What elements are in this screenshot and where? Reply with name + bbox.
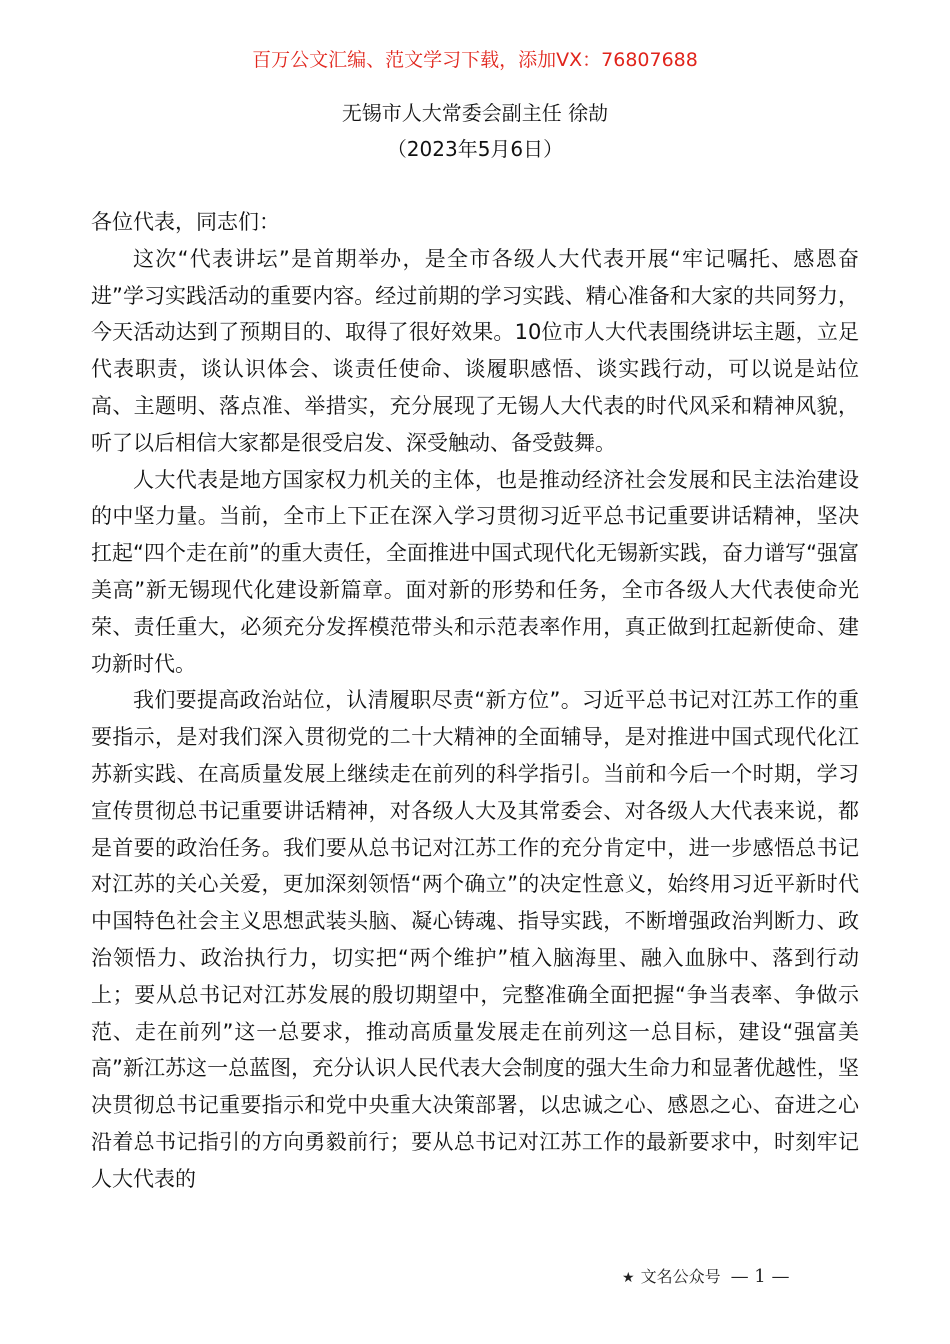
page-number: — 1 — (730, 1266, 790, 1287)
salutation: 各位代表，同志们： (91, 210, 280, 234)
date-line: （2023年5月6日） (386, 137, 564, 161)
star-icon: ★ (622, 1270, 635, 1286)
author-line: 无锡市人大常委会副主任 徐劼 (341, 101, 609, 125)
page-footer (622, 1264, 842, 1291)
paragraph-3: 我们要提高政治站位，认清履职尽责“新方位”。习近平总书记对江苏工作的重要指示，是对我们深入贯彻党的二十大精神的全面辅导，是对推进中国式现代化江苏新实践、在高质量发展上继续走在前列的科学指引。当前和今后一个时期，学习宣传贯彻总书记重要讲话精神，对各级人大及其常委会、对各级人大代表来说，都是首要的政治任务。我们要从总书记对江苏工作的充分肯定中，进一步感悟总书记对江苏的关心关爱，更加深刻领悟“两个确立”的决定性意义，始终用习近平新时代中国特色社会主义思想武装头脑、凝心铸魂、指导实践，不断增强政治判断力、政治领悟力、政治执行力，切实把“两个维护”植入脑海里、融入血脉中、落到行动上；要从总书记对江苏发展的殷切期望中，完整准确全面把握“争当表率、争做示范、走在前列”这一总要求，推动高质量发展走在前列这一总目标，建设“强富美高”新江苏这一总蓝图，充分认识人民代表大会制度的强大生命力和显著优越性，坚决贯彻总书记重要指示和党中央重大决策部署，以忠诚之心、感恩之心、奋进之心沿着总书记指引的方向勇毅前行；要从总书记对江苏工作的最新要求中，时刻牢记人大代表的 (91, 688, 859, 1191)
header-notice: 百万公文汇编、范文学习下载，添加VX：76807688 (252, 49, 698, 71)
paragraph-2: 人大代表是地方国家权力机关的主体，也是推动经济社会发展和民主法治建设的中坚力量。当前，全市上下正在深入学习贯彻习近平总书记重要讲话精神，坚决扛起“四个走在前”的重大责任，全面推进中国式现代化无锡新实践，奋力谱写“强富美高”新无锡现代化建设新篇章。面对新的形势和任务，全市各级人大代表使命光荣、责任重大，必须充分发挥模范带头和示范表率作用，真正做到扛起新使命、建功新时代。 (91, 467, 859, 676)
paragraph-1: 这次“代表讲坛”是首期举办，是全市各级人大代表开展“牢记嘱托、感恩奋进”学习实践活动的重要内容。经过前期的学习实践、精心准备和大家的共同努力，今天活动达到了预期目的、取得了很好效果。10位市人大代表围绕讲坛主题，立足代表职责，谈认识体会、谈责任使命、谈履职感悟、谈实践行动，可以说是站位高、主题明、落点准、举措实，充分展现了无锡人大代表的时代风采和精神风貌，听了以后相信大家都是很受启发、深受触动、备受鼓舞。 (91, 246, 859, 455)
speech-body (91, 204, 859, 1198)
footer-label: 文名公众号 (640, 1267, 721, 1286)
